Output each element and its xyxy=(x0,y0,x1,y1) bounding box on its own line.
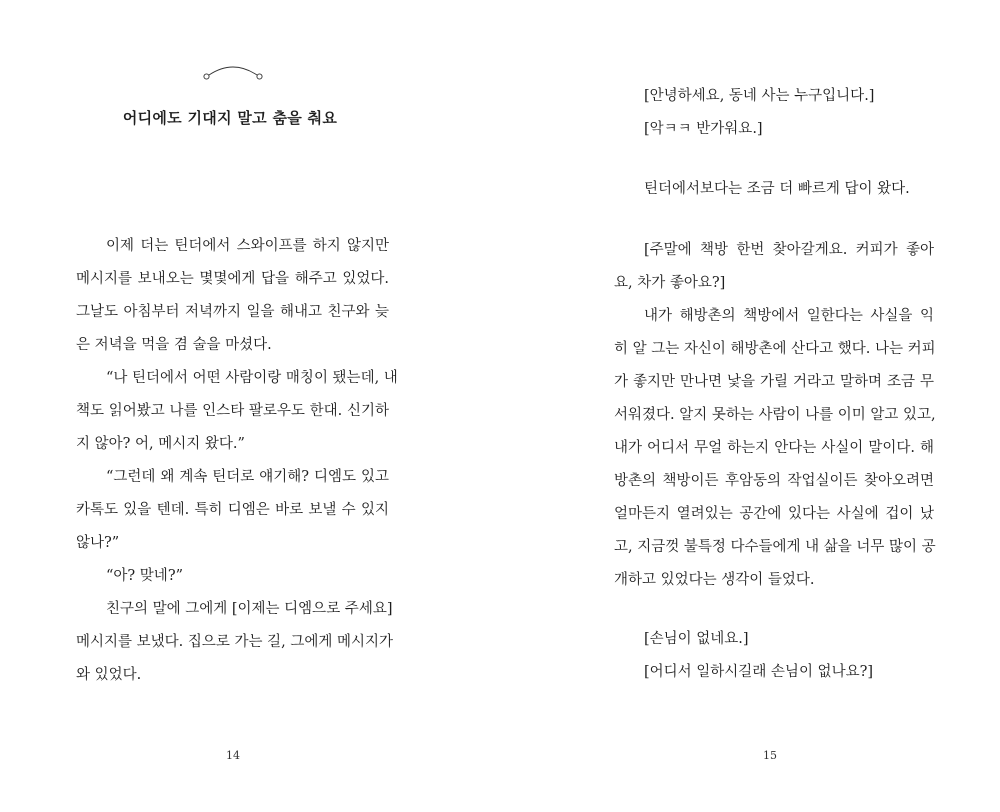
body-line: 얼마든지 열려있는 공간에 있다는 사실에 겁이 났 xyxy=(614,506,934,522)
body-line: 내가 어디서 무얼 하는지 안다는 사실이 말이다. 해 xyxy=(614,440,934,456)
body-line: 방촌의 책방이든 후암동의 작업실이든 찾아오려면 xyxy=(614,473,934,489)
body-line: 친구의 말에 그에게 [이제는 디엠으로 주세요] xyxy=(106,601,393,617)
body-line: [주말에 책방 한번 찾아갈게요. 커피가 좋아 xyxy=(644,242,934,258)
body-line: 지 않아? 어, 메시지 왔다.” xyxy=(76,436,245,452)
body-line: 내가 해방촌의 책방에서 일한다는 사실을 익 xyxy=(644,308,934,324)
body-line: 메시지를 보냈다. 집으로 가는 길, 그에게 메시지가 xyxy=(76,634,394,650)
ornament-arc-icon xyxy=(200,62,266,84)
right-page xyxy=(500,0,1000,812)
body-line: [악ㅋㅋ 반가워요.] xyxy=(644,121,763,137)
body-line: [손님이 없네요.] xyxy=(644,631,749,647)
body-line: 가 좋지만 만나면 낯을 가릴 거라고 말하며 조금 무 xyxy=(614,374,934,390)
body-line: 메시지를 보내오는 몇몇에게 답을 해주고 있었다. xyxy=(76,271,389,287)
body-line: 이제 더는 틴더에서 스와이프를 하지 않지만 xyxy=(106,238,389,254)
body-line: 히 알 그는 자신이 해방촌에 산다고 했다. 나는 커피 xyxy=(614,341,936,357)
body-line: “아? 맞네?” xyxy=(106,568,184,584)
body-line: “나 틴더에서 어떤 사람이랑 매칭이 됐는데, 내 xyxy=(106,370,398,386)
body-line: 와 있었다. xyxy=(76,667,142,683)
page-number: 14 xyxy=(226,749,240,762)
body-line: 고, 지금껏 불특정 다수들에게 내 삶을 너무 많이 공 xyxy=(614,539,936,555)
body-line: [어디서 일하시길래 손님이 없나요?] xyxy=(644,664,874,680)
body-line: 서워졌다. 알지 못하는 사람이 나를 이미 알고 있고, xyxy=(614,407,936,423)
body-line: 책도 읽어봤고 나를 인스타 팔로우도 한대. 신기하 xyxy=(76,403,389,419)
body-line: 카톡도 있을 텐데. 특히 디엠은 바로 보낼 수 있지 xyxy=(76,502,389,518)
page-number: 15 xyxy=(763,749,777,762)
body-line: 틴더에서보다는 조금 더 빠르게 답이 왔다. xyxy=(644,181,910,197)
chapter-title: 어디에도 기대지 말고 춤을 춰요 xyxy=(122,109,338,127)
body-line: 않나?” xyxy=(76,535,120,551)
body-line: 은 저녁을 먹을 겸 술을 마셨다. xyxy=(76,337,272,353)
body-line: “그런데 왜 계속 틴더로 얘기해? 디엠도 있고 xyxy=(106,469,389,485)
body-line: 요, 차가 좋아요?] xyxy=(614,275,726,291)
body-line: [안녕하세요, 동네 사는 누구입니다.] xyxy=(644,88,875,104)
body-line: 개하고 있었다는 생각이 들었다. xyxy=(614,572,815,588)
body-line: 그날도 아침부터 저녁까지 일을 해내고 친구와 늦 xyxy=(76,304,389,320)
